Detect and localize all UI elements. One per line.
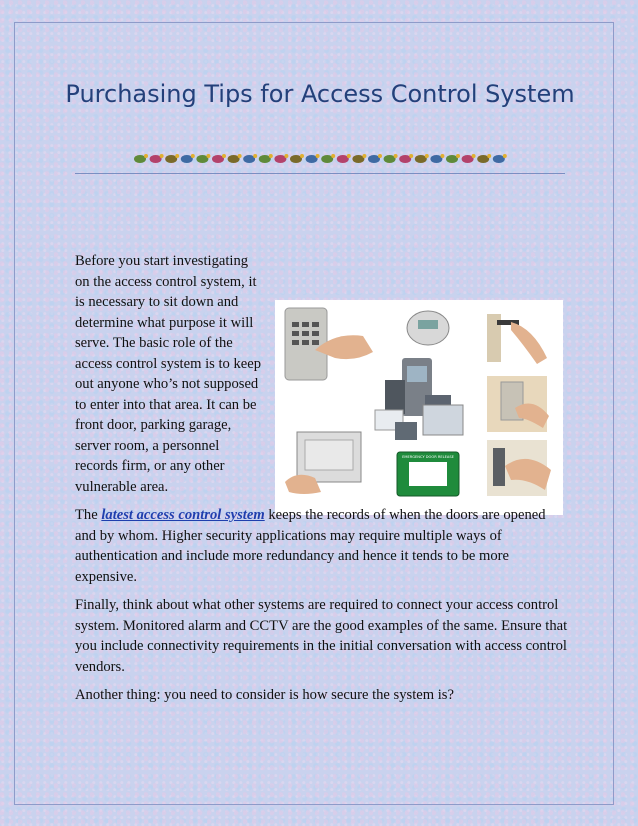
flourish-bud [175,154,179,158]
flourish-bud [378,154,382,158]
latest-access-control-link[interactable]: latest access control system [101,507,265,523]
paragraph-security: Another thing: you need to consider is how secure the system is? [75,687,454,703]
flourish-bud [316,154,320,158]
flourish-bud [347,154,351,158]
flourish-bud [160,154,164,158]
paragraph-latest-system [75,505,570,587]
flourish-bud [206,154,210,158]
flourish-bud [362,154,366,158]
flourish-bud [425,154,429,158]
flourish-bud [409,154,413,158]
flourish-bud [253,154,257,158]
flourish-bud [284,154,288,158]
article-body [75,251,570,714]
paragraph-connectivity: Finally, think about what other systems are required to connect your access control system. Monitored alarm and CCTV are the good examples of the same. Ensure that you include connectivity requirements in the initial conversation with access control vendors. [75,597,568,675]
exit-panel-label: EMERGENCY DOOR RELEASE [402,455,454,459]
flourish-bud [456,154,460,158]
flourish-bud [472,154,476,158]
page-title: Purchasing Tips for Access Control System [65,80,575,108]
flourish-bud [331,154,335,158]
title-rule [75,173,565,174]
flourish-bud [144,154,148,158]
paragraph-intro: Before you start investigating on the access control system, it is necessary to sit down and determine what purpose it will serve. The basic role of the access control system is to keep out anyone who’s not supposed to enter into that area. It can be front door, parking garage, server room, a personnel records firm, or any other vulnerable area. [75,251,570,497]
flourish-bud [487,154,491,158]
paragraph-suffix: keeps the records of when the doors are opened and by whom. Higher security applications may require multiple ways of authentication and include more redundancy and hence it tends to be more expensive. [75,507,546,585]
flourish-bud [503,154,507,158]
flourish-bud [222,154,226,158]
paragraph-prefix: The [75,507,102,523]
decorative-flourish-divider [130,152,512,166]
flourish-bud [269,154,273,158]
flourish-bud [191,154,195,158]
flourish-bud [394,154,398,158]
flourish-bud [300,154,304,158]
flourish-bud [440,154,444,158]
flourish-bud [238,154,242,158]
image-wrap-spacer [265,292,570,502]
